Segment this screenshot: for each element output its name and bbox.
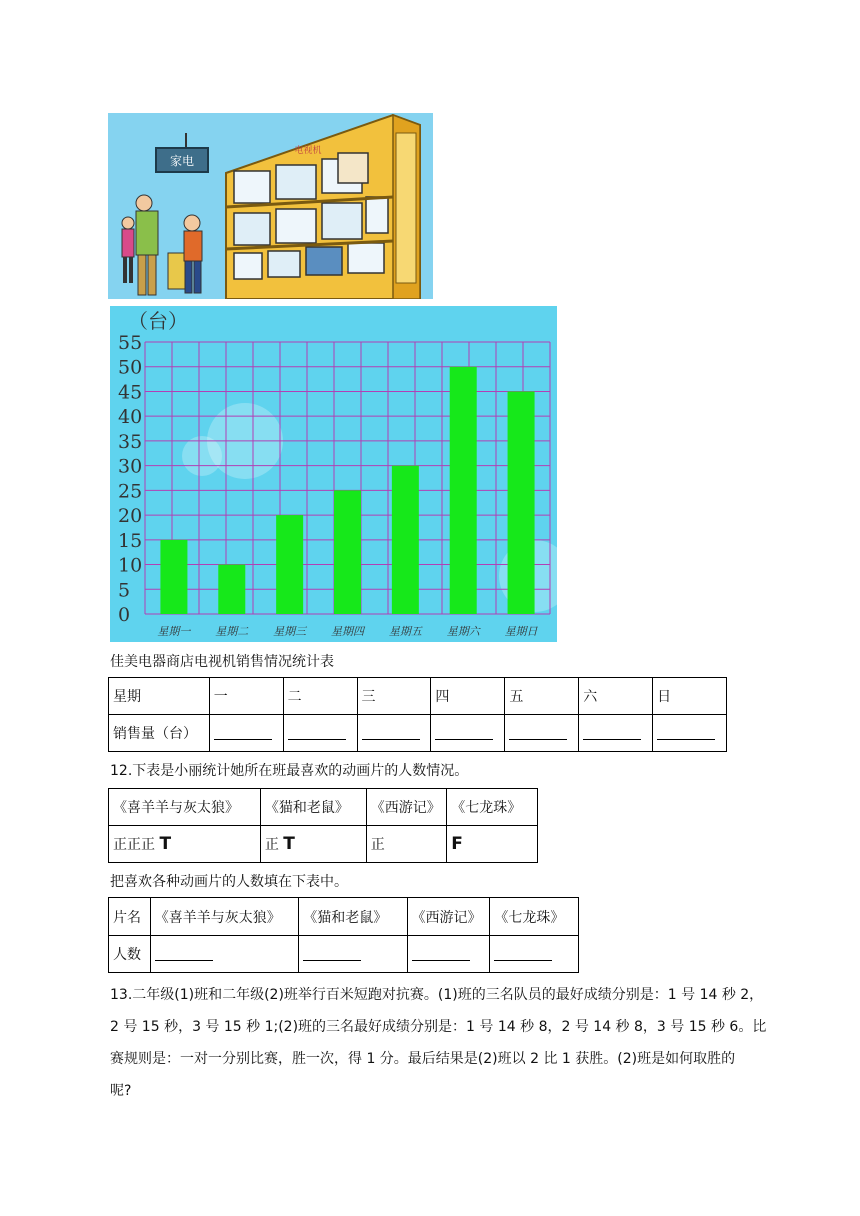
question-13-line-3: 赛规则是：一对一分别比赛，胜一次，得 1 分。最后结果是(2)班以 2 比 1 获胜。(2)班是如何取胜的	[110, 1051, 736, 1067]
y-tick-label: 5	[118, 579, 131, 602]
tally-header-dragonball: 《七龙珠》	[447, 789, 538, 826]
fill-header-xiyangyang: 《喜羊羊与灰太狼》	[150, 898, 298, 936]
bar	[392, 466, 419, 614]
fill-blank-xiyangyang[interactable]	[155, 944, 213, 961]
sales-header-sun: 日	[653, 678, 727, 715]
y-tick-label: 50	[118, 356, 143, 379]
fill-table	[108, 897, 579, 973]
question-12-text: 12.下表是小丽统计她所在班最喜欢的动画片的人数情况。	[110, 763, 469, 779]
fill-row-label: 人数	[109, 936, 151, 973]
tally-header-xiyouji: 《西游记》	[366, 789, 447, 826]
y-tick-label: 25	[118, 480, 143, 503]
fill-blank-dragonball[interactable]	[494, 944, 552, 961]
y-tick-label: 55	[118, 332, 143, 354]
chart-svg	[110, 306, 557, 642]
bar	[334, 490, 361, 614]
sales-blank-thu[interactable]	[435, 723, 493, 740]
sales-blank-mon[interactable]	[214, 723, 272, 740]
y-tick-label: 0	[118, 604, 131, 626]
x-tick-label: 星期三	[273, 625, 307, 638]
sales-bar-chart	[110, 306, 557, 642]
tally-partial-mark: T	[283, 834, 295, 854]
x-tick-label: 星期五	[388, 625, 422, 638]
sales-blank-wed[interactable]	[362, 723, 420, 740]
tally-header-xiyangyang: 《喜羊羊与灰太狼》	[109, 789, 261, 826]
y-tick-label: 15	[118, 529, 143, 552]
x-tick-label: 星期六	[446, 625, 480, 638]
tally-partial-mark: T	[159, 834, 172, 854]
bar	[160, 540, 187, 614]
y-tick-label: 35	[118, 430, 143, 453]
sales-blank-tue[interactable]	[288, 723, 346, 740]
sales-blank-sat[interactable]	[583, 723, 641, 740]
question-13-line-2: 2 号 15 秒，3 号 15 秒 1;(2)班的三名最好成绩分别是：1 号 14 秒 8，2 号 14 秒 8，3 号 15 秒 6。比	[110, 1019, 767, 1035]
question-13-line-4: 呢?	[110, 1083, 132, 1099]
fill-header-tom-jerry: 《猫和老鼠》	[299, 898, 407, 936]
sales-header-wed: 三	[357, 678, 431, 715]
x-tick-label: 星期四	[331, 625, 364, 638]
y-tick-label: 30	[118, 455, 143, 478]
tally-cell-dragonball	[447, 826, 538, 863]
fill-blank-tom-jerry[interactable]	[303, 944, 361, 961]
bar	[276, 515, 303, 614]
question-13	[110, 979, 766, 1107]
x-tick-label: 星期二	[215, 625, 249, 638]
table-caption: 佳美电器商店电视机销售情况统计表	[110, 654, 334, 670]
tally-cell-xiyouji: 正	[366, 826, 447, 863]
y-unit-label: （台）	[128, 309, 188, 333]
sign-text: 家电	[169, 154, 195, 168]
bar	[450, 367, 477, 614]
y-tick-label: 20	[118, 505, 143, 528]
fill-header-dragonball: 《七龙珠》	[490, 898, 579, 936]
sales-row-label: 销售量（台）	[109, 715, 210, 752]
x-tick-label: 星期一	[157, 625, 191, 638]
tally-cell-tom-jerry: 正 T	[260, 826, 366, 863]
sales-header-mon: 一	[209, 678, 283, 715]
sales-header-sat: 六	[579, 678, 653, 715]
sales-header-thu: 四	[431, 678, 505, 715]
tv-shop-illustration	[108, 113, 433, 299]
x-tick-label: 星期日	[504, 625, 538, 638]
fill-header-xiyouji: 《西游记》	[407, 898, 490, 936]
fill-col-label: 片名	[109, 898, 151, 936]
tally-partial-mark: F	[451, 834, 463, 854]
tally-table	[108, 788, 538, 863]
sales-table	[108, 677, 727, 752]
y-tick-label: 10	[118, 554, 143, 577]
sales-blank-sun[interactable]	[657, 723, 715, 740]
y-tick-label: 40	[118, 406, 143, 429]
y-tick-label: 45	[118, 381, 143, 404]
fill-blank-xiyouji[interactable]	[412, 944, 470, 961]
sales-blank-fri[interactable]	[509, 723, 567, 740]
bar	[508, 391, 535, 614]
cabinet-sign: 电视机	[294, 146, 322, 156]
tally-cell-xiyangyang: 正正正 T	[109, 826, 261, 863]
question-12-instruction: 把喜欢各种动画片的人数填在下表中。	[110, 874, 348, 890]
question-13-line-1: 13.二年级(1)班和二年级(2)班举行百米短跑对抗赛。(1)班的三名队员的最好成绩分别是：1 号 14 秒 2，	[110, 987, 764, 1003]
bar	[218, 565, 245, 614]
sales-header-day: 星期	[109, 678, 210, 715]
sales-header-tue: 二	[283, 678, 357, 715]
sales-header-fri: 五	[505, 678, 579, 715]
tally-header-tom-jerry: 《猫和老鼠》	[260, 789, 366, 826]
